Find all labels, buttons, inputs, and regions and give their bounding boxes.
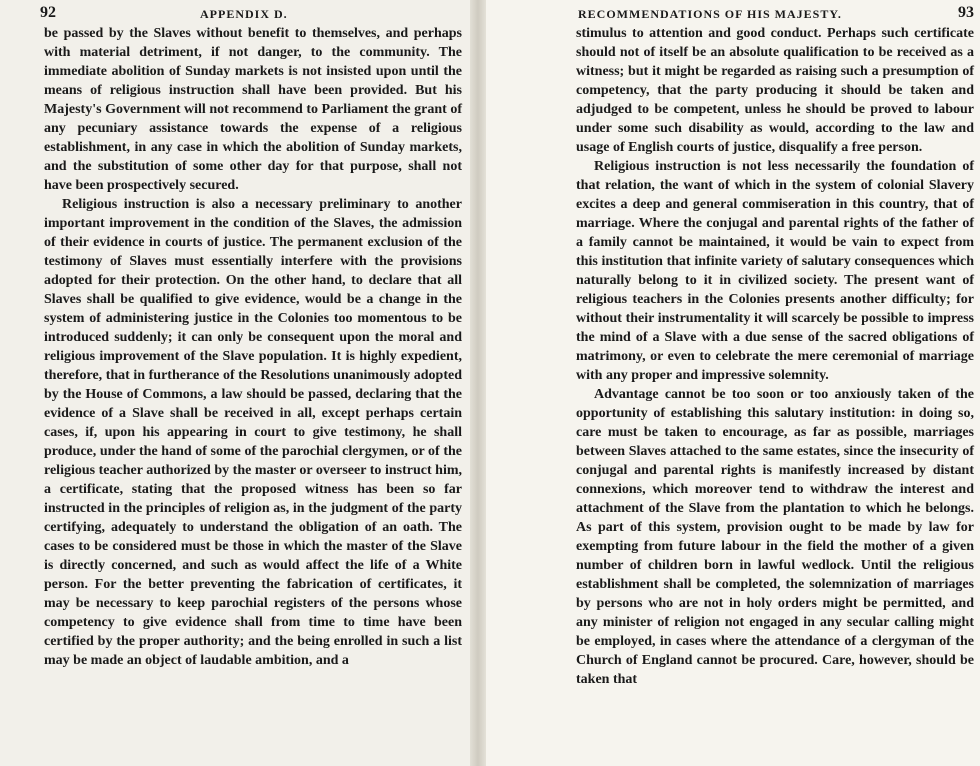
left-page-text — [44, 24, 462, 670]
left-page-number: 92 — [40, 4, 56, 21]
right-page-header — [578, 4, 974, 24]
left-page-header — [40, 4, 460, 24]
book-gutter — [470, 0, 486, 766]
right-page-text — [576, 24, 974, 689]
paragraph: Religious instruction is not less necessarily the foundation of that relation, the want of which in the system of colonial Slavery excites a deep and general commiseration in this country, that of marriage. Where the conjugal and parental rights of the father of a family cannot be maintained, it would be vain to expect from this institution that infinite variety of salutary consequences which naturally belong to it in civilized society. The present want of religious teachers in the Colonies presents another difficulty; for without their instrumentality it will scarcely be possible to impress the mind of a Slave with a due sense of the sacred obligations of matrimony, or even to celebrate the mere ceremonial of marriage with any proper and impressive solemnity. — [576, 159, 974, 383]
left-page — [0, 0, 470, 766]
right-page-number: 93 — [958, 4, 974, 21]
left-running-head: APPENDIX D. — [200, 7, 288, 21]
right-running-head: RECOMMENDATIONS OF HIS MAJESTY. — [578, 7, 842, 21]
right-page — [486, 0, 980, 766]
paragraph: Religious instruction is also a necessary preliminary to another important improvement in the condition of the Slaves, the admission of their evidence in courts of justice. The permanent exclusion of the testimony of Slaves must essentially interfere with the provisions adopted for their protection. On the other hand, to declare that all Slaves shall be qualified to give evidence, would be a change in the system of administering justice in the Colonies too momentous to be introduced suddenly; it can only be consequent upon the moral and religious improvement of the Slave population. It is highly expedient, therefore, that in furtherance of the Resolutions unanimously adopted by the House of Commons, a law should be passed, declaring that the evidence of a Slave shall be received in all, except perhaps certain cases, if, upon his appearing in court to give testimony, he shall produce, under the hand of some of the parochial clergymen, or of the religious teacher authorized by the master or overseer to instruct him, a certificate, stating that the proposed witness has been so far instructed in the principles of religion as, in the judgment of the party certifying, adequately to understand the obligation of an oath. The cases to be considered must be those in which the master of the Slave is directly concerned, and such as would affect the life of a White person. For the better preventing the fabrication of certificates, it may be necessary to keep parochial registers of the persons whose competency to give evidence shall from time to time have been certified by the proper authority; and the being enrolled in such a list may be made an object of laudable ambition, and a — [44, 197, 462, 668]
paragraph: be passed by the Slaves without benefit to themselves, and perhaps with material detriment, if not danger, to the community. The immediate abolition of Sunday markets is not insisted upon until the means of religious instruction shall have been provided. But his Majesty's Government will not recommend to Parliament the grant of any pecuniary assistance towards the expense of a religious establishment, in any case in which the abolition of Sunday markets, and the substitution of some other day for that purpose, shall not have been prospectively secured. — [44, 26, 462, 193]
paragraph: Advantage cannot be too soon or too anxiously taken of the opportunity of establishing this salutary institution: in doing so, care must be taken to encourage, as far as possible, marriages between Slaves attached to the same estates, since the insecurity of conjugal and parental rights is manifestly increased by distant connexions, which moreover tend to withdraw the interest and attachment of the Slave from the plantation to which he belongs. As part of this system, provision ought to be made by law for exempting from future labour in the field the mother of a given number of children born in lawful wedlock. Until the religious establishment shall be completed, the solemnization of marriages by persons who are not in holy orders might be permitted, and any minister of religion not engaged in any secular calling might be employed, in cases where the attendance of a clergyman of the Church of England cannot be procured. Care, however, should be taken that — [576, 387, 974, 687]
paragraph: stimulus to attention and good conduct. Perhaps such certificate should not of itself be an absolute qualification to be received as a witness; but it might be regarded as raising such a presumption of competency, that the party producing it should be taken and adjudged to be competent, unless he should be proved to labour under some such disability as would, according to the law and usage of English courts of justice, disqualify a free person. — [576, 26, 974, 155]
